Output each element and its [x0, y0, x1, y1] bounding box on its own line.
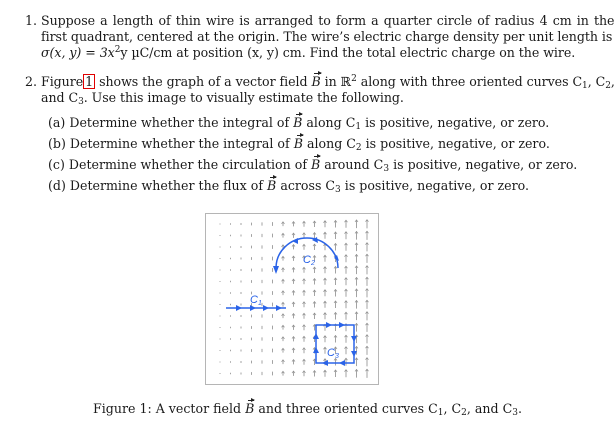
problem-1-line-1: Suppose a length of thin wire is arranged to form a quarter circle of radius 4 cm in the [41, 13, 615, 28]
problem-2-number: 2. [25, 74, 37, 89]
problem-1-number: 1. [25, 13, 37, 28]
vector-field-arrows [220, 220, 369, 378]
problem-1-line-3: σ(x, $y) = 3x^2y$ µC/cm at position (x, y) cm. Find the total electric charge on the wire. [41, 45, 576, 60]
problem-1-line-2: first quadrant, centered at the origin. The wire’s electric charge density per unit length is [41, 29, 613, 44]
vector-field-figure [205, 213, 379, 385]
vector-b-symbol: B [267, 178, 277, 193]
problem-2 [25, 74, 615, 107]
figure-caption: Figure 1: A vector field B and three oriented curves $C_1$, $C_2$, and $C_3$. [93, 401, 522, 418]
problem-2-line-1: Figure 1 shows the graph of a vector field B in ℝ$^2$ along with three oriented curves $C_1$, $C_2$, [41, 74, 615, 91]
vector-b-symbol: B [293, 136, 303, 151]
vector-b-symbol: B [245, 401, 255, 416]
vector-b-symbol: B [311, 157, 321, 172]
curve-c1-label: C1 [250, 294, 262, 307]
vector-b-symbol: B [311, 74, 321, 89]
subpart-d: (d) Determine whether the flux of B across $C_3$ is positive, negative, or zero. [48, 178, 529, 195]
problem-1-line-3-rest: y µC/cm at position (x, y) cm. Find the total electric charge on the wire. [120, 45, 576, 60]
curve-c3-label: C3 [327, 347, 339, 360]
charge-density-formula: σ(x, y) = 3x [41, 45, 115, 60]
vector-b-symbol: B [293, 115, 303, 130]
figure-reference-link[interactable]: 1 [85, 74, 94, 89]
curve-c2-label: C2 [303, 254, 315, 267]
vector-field-plot [206, 214, 378, 384]
subpart-b: (b) Determine whether the integral of B along $C_2$ is positive, negative, or zero. [48, 136, 550, 153]
subpart-c: (c) Determine whether the circulation of B around $C_3$ is positive, negative, or zero. [48, 157, 578, 174]
subpart-a: (a) Determine whether the integral of B along $C_1$ is positive, negative, or zero. [48, 115, 550, 132]
problem-2-line-2: and $C_3$. Use this image to visually estimate the following. [41, 90, 404, 107]
problem-1 [25, 13, 615, 61]
